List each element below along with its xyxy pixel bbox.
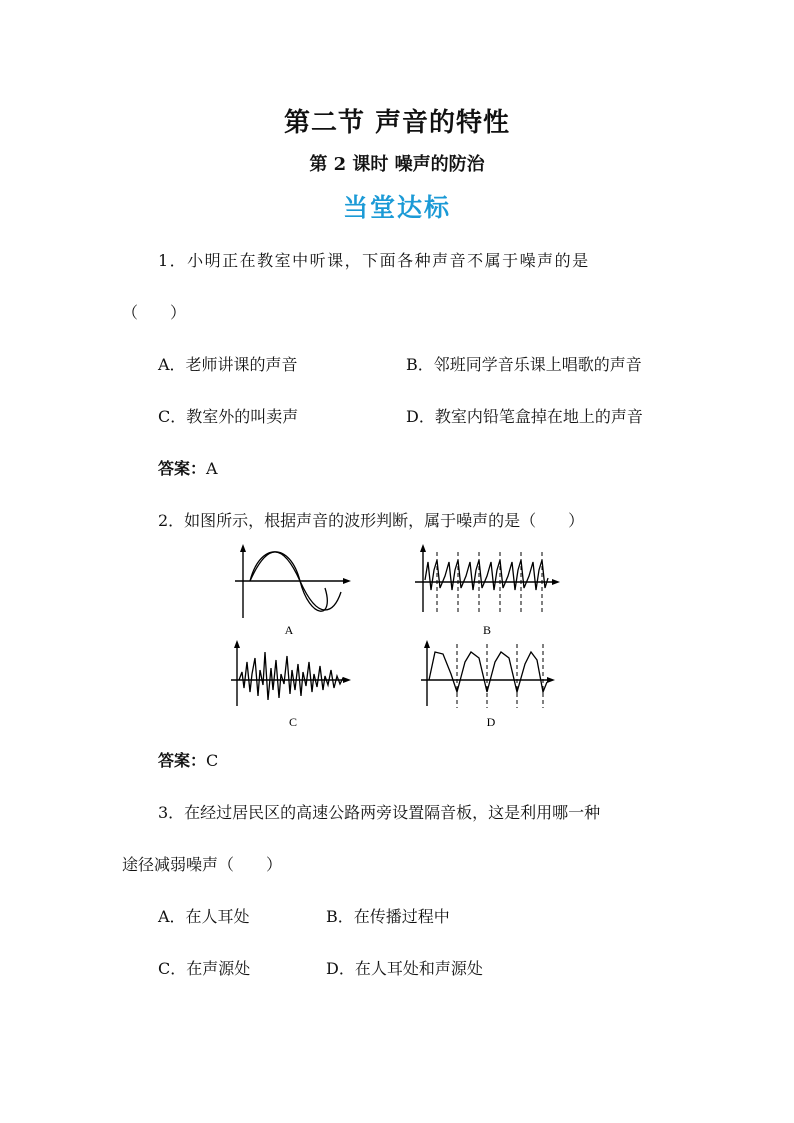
answer-value: A [206,459,218,478]
waveform-d [421,640,555,708]
question-3-option-c[interactable]: C．在声源处 [158,959,251,978]
waveform-a-label: A [284,623,294,637]
waveform-d-label: D [486,715,496,729]
lesson-subtitle: 第 2 课时 噪声的防治 [309,154,485,175]
question-1-answer [158,456,218,479]
waveform-b [415,544,560,612]
waveform-b-label: B [482,623,492,637]
answer-label: 答案： [158,751,207,770]
page-title: 第二节 声音的特性 [283,108,511,138]
question-1-option-b[interactable]: B．邻班同学音乐课上唱歌的声音 [406,355,642,374]
section-heading: 当堂达标 [342,193,451,222]
question-3-stem-continued: 途径减弱噪声（ ） [122,855,283,874]
question-1-option-a[interactable]: A．老师讲课的声音 [158,355,298,374]
question-2-answer [158,748,218,771]
answer-label: 答案： [158,459,207,478]
question-3-option-a[interactable]: A．在人耳处 [158,907,250,926]
question-3-option-d[interactable]: D．在人耳处和声源处 [326,959,483,978]
waveform-c-label: C [288,715,298,729]
question-3-stem: 3．在经过居民区的高速公路两旁设置隔音板，这是利用哪一种 [158,803,601,822]
question-1-option-d[interactable]: D．教室内铅笔盒掉在地上的声音 [406,407,643,426]
waveform-a [235,544,351,618]
question-1-stem: 1．小明正在教室中听课，下面各种声音不属于噪声的是 [158,251,590,270]
waveform-c [231,640,351,706]
question-1-blank: （ ） [122,303,187,322]
question-3-option-b[interactable]: B．在传播过程中 [326,907,450,926]
question-2-stem: 2．如图所示，根据声音的波形判断，属于噪声的是（ ） [158,511,585,530]
waveform-figure [225,540,565,730]
question-1-option-c[interactable]: C．教室外的叫卖声 [158,407,299,426]
answer-value: C [206,751,219,770]
